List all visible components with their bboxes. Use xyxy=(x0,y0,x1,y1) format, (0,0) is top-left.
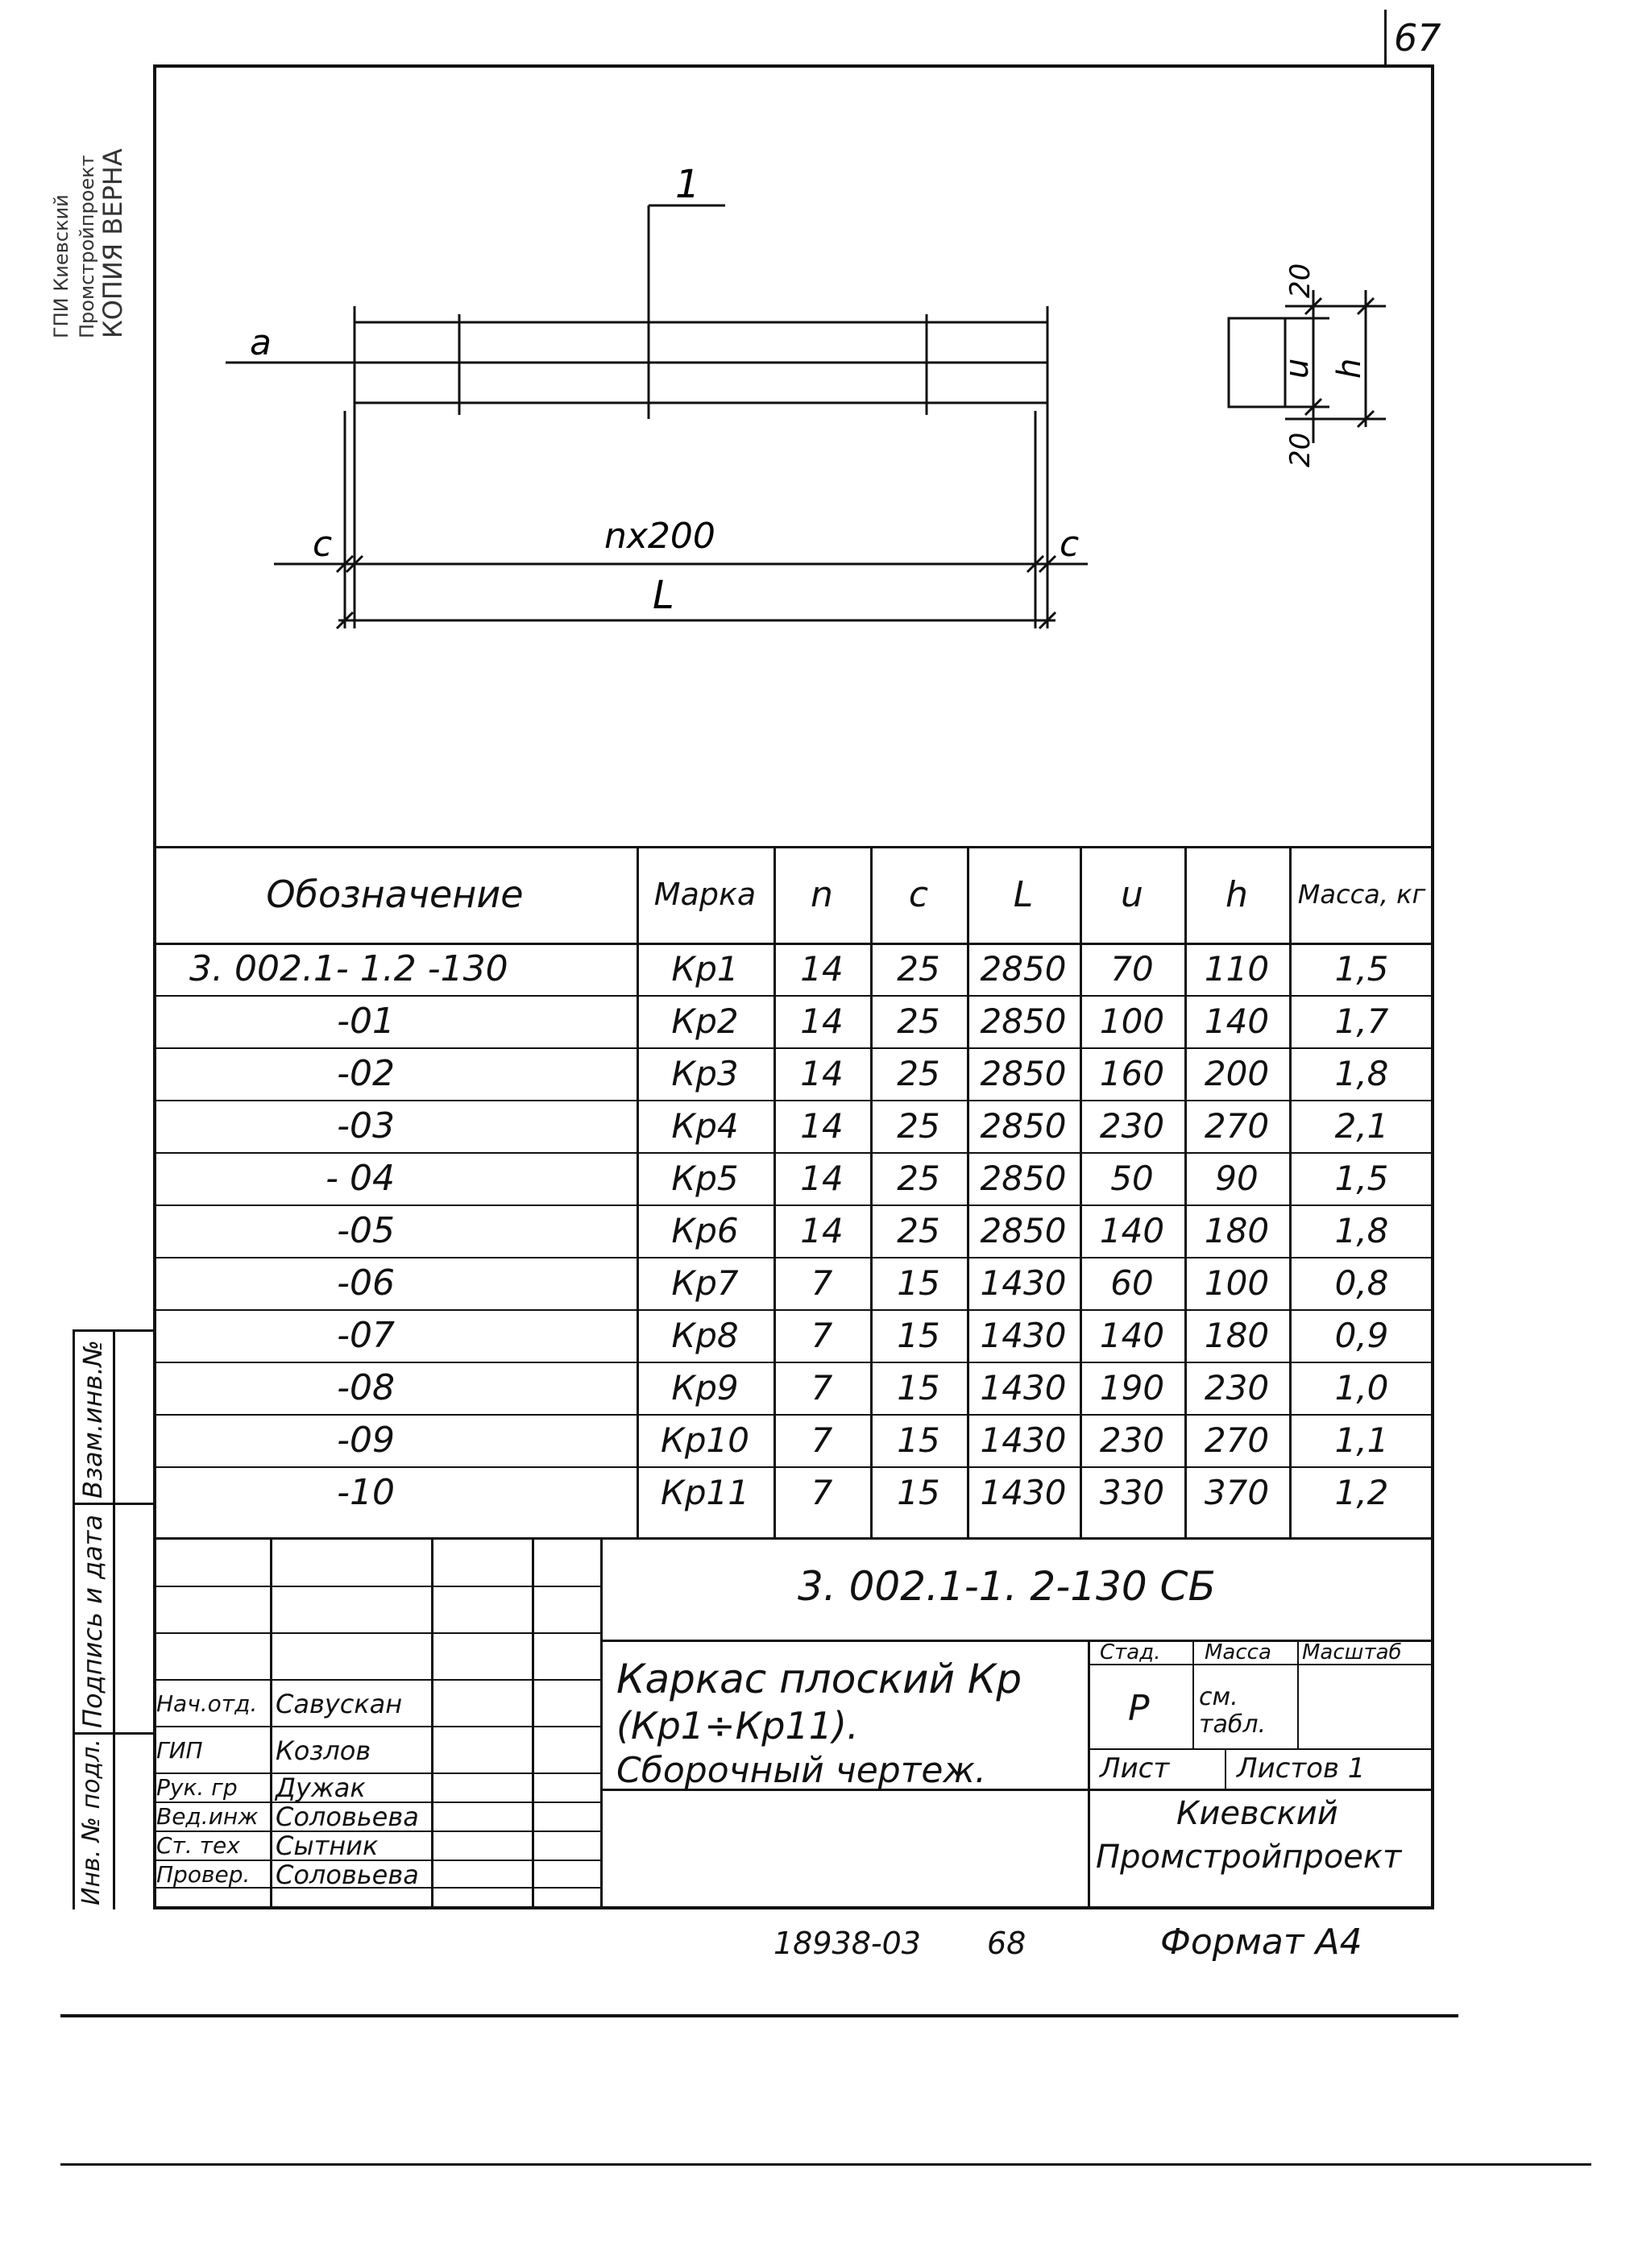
header-mass: Масса, кг xyxy=(1297,879,1426,910)
dim-top: 20 xyxy=(1284,263,1317,298)
table-cell-n: 7 xyxy=(811,1473,833,1512)
table-cell-mass: 1,1 xyxy=(1334,1420,1389,1460)
mass-label: Масса xyxy=(1205,1640,1271,1665)
table-cell-L: 2850 xyxy=(980,1159,1067,1198)
length-label: L xyxy=(653,573,674,618)
stamp-line2: Промстройпроект xyxy=(76,155,98,338)
table-cell-mass: 0,9 xyxy=(1334,1316,1389,1355)
table-cell-c: 25 xyxy=(897,1211,940,1250)
table-cell-n: 14 xyxy=(800,1054,844,1093)
org-line1: Киевский xyxy=(1176,1795,1338,1832)
footer-number: 18938-03 xyxy=(773,1926,921,1961)
mark-a: a xyxy=(250,322,272,363)
person-name: Сытник xyxy=(276,1831,379,1861)
table-cell-c: 15 xyxy=(897,1263,940,1303)
header-L: L xyxy=(1013,873,1034,915)
table-cell-u: 230 xyxy=(1099,1420,1165,1460)
table-cell-mark: Кр1 xyxy=(671,949,739,989)
mark-c-left: c xyxy=(313,524,333,565)
table-cell-mark: Кр8 xyxy=(671,1316,739,1355)
table-cell-c: 25 xyxy=(897,1054,940,1093)
table-cell-L: 1430 xyxy=(980,1420,1067,1460)
person-name: Дужак xyxy=(276,1773,366,1803)
sheet-label: Лист xyxy=(1100,1752,1170,1785)
table-cell-mark: Кр6 xyxy=(671,1211,739,1250)
stamp-line1: ГПИ Киевский xyxy=(50,194,73,338)
person-name: Козлов xyxy=(276,1735,371,1766)
table-cell-u: 330 xyxy=(1099,1473,1165,1512)
title-line1: Каркас плоский Кр xyxy=(616,1656,1022,1702)
table-cell-mass: 1,7 xyxy=(1334,1001,1389,1041)
title-line3: Сборочный чертеж. xyxy=(616,1750,987,1791)
table-cell-h: 180 xyxy=(1204,1211,1270,1250)
frame-drawing xyxy=(153,64,1434,854)
table-cell-n: 7 xyxy=(811,1263,833,1303)
table-cell-L: 2850 xyxy=(980,949,1067,989)
table-cell-mark: Кр10 xyxy=(661,1420,749,1460)
table-cell-L: 1430 xyxy=(980,1263,1067,1303)
table-cell-h: 90 xyxy=(1215,1159,1259,1198)
table-cell-h: 270 xyxy=(1204,1420,1270,1460)
header-h: h xyxy=(1226,873,1248,915)
table-cell-mass: 1,2 xyxy=(1334,1473,1389,1512)
table-cell-mark: Кр2 xyxy=(671,1001,739,1041)
table-cell-designation: -02 xyxy=(337,1053,395,1094)
table-cell-L: 1430 xyxy=(980,1368,1067,1408)
table-cell-u: 50 xyxy=(1110,1159,1154,1198)
header-mark: Марка xyxy=(653,877,757,912)
footer-format: Формат А4 xyxy=(1160,1922,1362,1963)
stage-label: Стад. xyxy=(1100,1640,1161,1665)
side-labels xyxy=(73,1329,153,1909)
title-block xyxy=(153,1539,1434,1909)
table-cell-mark: Кр9 xyxy=(671,1368,739,1408)
header-u: u xyxy=(1121,873,1143,915)
table-cell-designation: -06 xyxy=(337,1263,395,1304)
table-cell-c: 25 xyxy=(897,949,940,989)
table-cell-n: 7 xyxy=(811,1368,833,1408)
stamp-line3: КОПИЯ ВЕРНА xyxy=(97,148,128,338)
table-cell-mass: 1,5 xyxy=(1334,949,1389,989)
table-cell-designation: -10 xyxy=(337,1472,395,1513)
table-cell-mark: Кр4 xyxy=(671,1106,739,1146)
table-cell-designation: - 04 xyxy=(326,1158,395,1199)
table-cell-L: 2850 xyxy=(980,1054,1067,1093)
table-cell-designation: -07 xyxy=(337,1315,395,1356)
table-cell-mark: Кр3 xyxy=(671,1054,739,1093)
table-cell-mark: Кр11 xyxy=(661,1473,749,1512)
table-cell-n: 14 xyxy=(800,1106,844,1146)
person-role: Ст. тех xyxy=(156,1832,240,1859)
side-label-inv: Инв. № подл. xyxy=(77,1739,106,1905)
org-line2: Промстройпроект xyxy=(1096,1839,1402,1876)
spec-table xyxy=(153,846,1434,1539)
table-cell-designation: -09 xyxy=(337,1420,395,1461)
table-cell-L: 2850 xyxy=(980,1106,1067,1146)
table-cell-n: 14 xyxy=(800,1211,844,1250)
table-cell-L: 2850 xyxy=(980,1001,1067,1041)
doc-code: 3. 002.1-1. 2-130 СБ xyxy=(798,1563,1216,1610)
table-cell-n: 14 xyxy=(800,1159,844,1198)
side-label-vzam: Взам.инв.№ xyxy=(77,1340,108,1499)
sheets-label: Листов 1 xyxy=(1237,1752,1366,1785)
table-cell-h: 110 xyxy=(1204,949,1270,989)
table-cell-mark: Кр7 xyxy=(671,1263,739,1303)
person-name: Соловьева xyxy=(276,1860,419,1890)
table-cell-n: 14 xyxy=(800,949,844,989)
table-cell-u: 100 xyxy=(1099,1001,1165,1041)
page-number: 67 xyxy=(1394,16,1441,60)
person-role: Рук. гр xyxy=(156,1774,238,1801)
scan-line-lower xyxy=(60,2163,1591,2166)
scan-line-upper xyxy=(60,2014,1458,2017)
table-cell-n: 7 xyxy=(811,1420,833,1460)
table-cell-mass: 1,8 xyxy=(1334,1211,1389,1250)
table-cell-mass: 1,8 xyxy=(1334,1054,1389,1093)
person-role: Провер. xyxy=(156,1861,251,1888)
table-cell-L: 2850 xyxy=(980,1211,1067,1250)
table-cell-c: 25 xyxy=(897,1106,940,1146)
table-cell-c: 25 xyxy=(897,1001,940,1041)
table-cell-n: 7 xyxy=(811,1316,833,1355)
table-cell-h: 180 xyxy=(1204,1316,1270,1355)
title-line2: (Кр1÷Кр11). xyxy=(616,1704,859,1748)
table-cell-L: 1430 xyxy=(980,1316,1067,1355)
table-cell-c: 15 xyxy=(897,1368,940,1408)
scale-label: Масштаб xyxy=(1302,1640,1402,1665)
table-cell-mass: 0,8 xyxy=(1334,1263,1389,1303)
span-label: nx200 xyxy=(604,516,715,557)
table-cell-c: 25 xyxy=(897,1159,940,1198)
mark-c-right: c xyxy=(1060,524,1080,565)
stage-value: Р xyxy=(1128,1688,1150,1729)
person-role: Нач.отд. xyxy=(156,1690,258,1717)
table-cell-c: 15 xyxy=(897,1316,940,1355)
mass-value: см. табл. xyxy=(1199,1683,1267,1739)
table-cell-u: 70 xyxy=(1110,949,1154,989)
table-cell-u: 140 xyxy=(1099,1316,1165,1355)
side-label-podpis: Подпись и дата xyxy=(77,1514,108,1728)
header-designation: Обозначение xyxy=(266,873,524,916)
table-cell-h: 100 xyxy=(1204,1263,1270,1303)
table-cell-u: 230 xyxy=(1099,1106,1165,1146)
copy-stamp xyxy=(48,48,153,338)
header-n: n xyxy=(811,873,833,915)
person-name: Соловьева xyxy=(276,1802,419,1832)
table-cell-h: 200 xyxy=(1204,1054,1270,1093)
person-role: ГИП xyxy=(156,1737,203,1764)
table-cell-h: 270 xyxy=(1204,1106,1270,1146)
dim-bottom: 20 xyxy=(1284,432,1317,467)
dim-u: u xyxy=(1279,358,1316,379)
table-cell-n: 14 xyxy=(800,1001,844,1041)
table-cell-c: 15 xyxy=(897,1473,940,1512)
table-cell-u: 60 xyxy=(1110,1263,1154,1303)
table-cell-designation: 3. 002.1- 1.2 -130 xyxy=(189,948,508,989)
table-cell-mass: 1,0 xyxy=(1334,1368,1389,1408)
table-cell-u: 190 xyxy=(1099,1368,1165,1408)
table-cell-mass: 1,5 xyxy=(1334,1159,1389,1198)
table-cell-h: 230 xyxy=(1204,1368,1270,1408)
table-cell-mark: Кр5 xyxy=(671,1159,739,1198)
table-cell-designation: -01 xyxy=(337,1001,395,1042)
table-cell-mass: 2,1 xyxy=(1334,1106,1389,1146)
person-name: Савускан xyxy=(276,1689,403,1719)
person-role: Вед.инж xyxy=(156,1803,259,1830)
table-cell-L: 1430 xyxy=(980,1473,1067,1512)
table-cell-designation: -03 xyxy=(337,1105,395,1146)
table-cell-u: 140 xyxy=(1099,1211,1165,1250)
table-cell-designation: -08 xyxy=(337,1367,395,1408)
section-mark: 1 xyxy=(675,162,700,207)
table-cell-h: 140 xyxy=(1204,1001,1270,1041)
header-c: c xyxy=(908,873,929,915)
table-cell-h: 370 xyxy=(1204,1473,1270,1512)
dim-h: h xyxy=(1331,358,1368,379)
table-cell-u: 160 xyxy=(1099,1054,1165,1093)
table-cell-designation: -05 xyxy=(337,1210,395,1251)
table-cell-c: 15 xyxy=(897,1420,940,1460)
footer-sheet: 68 xyxy=(987,1926,1026,1961)
